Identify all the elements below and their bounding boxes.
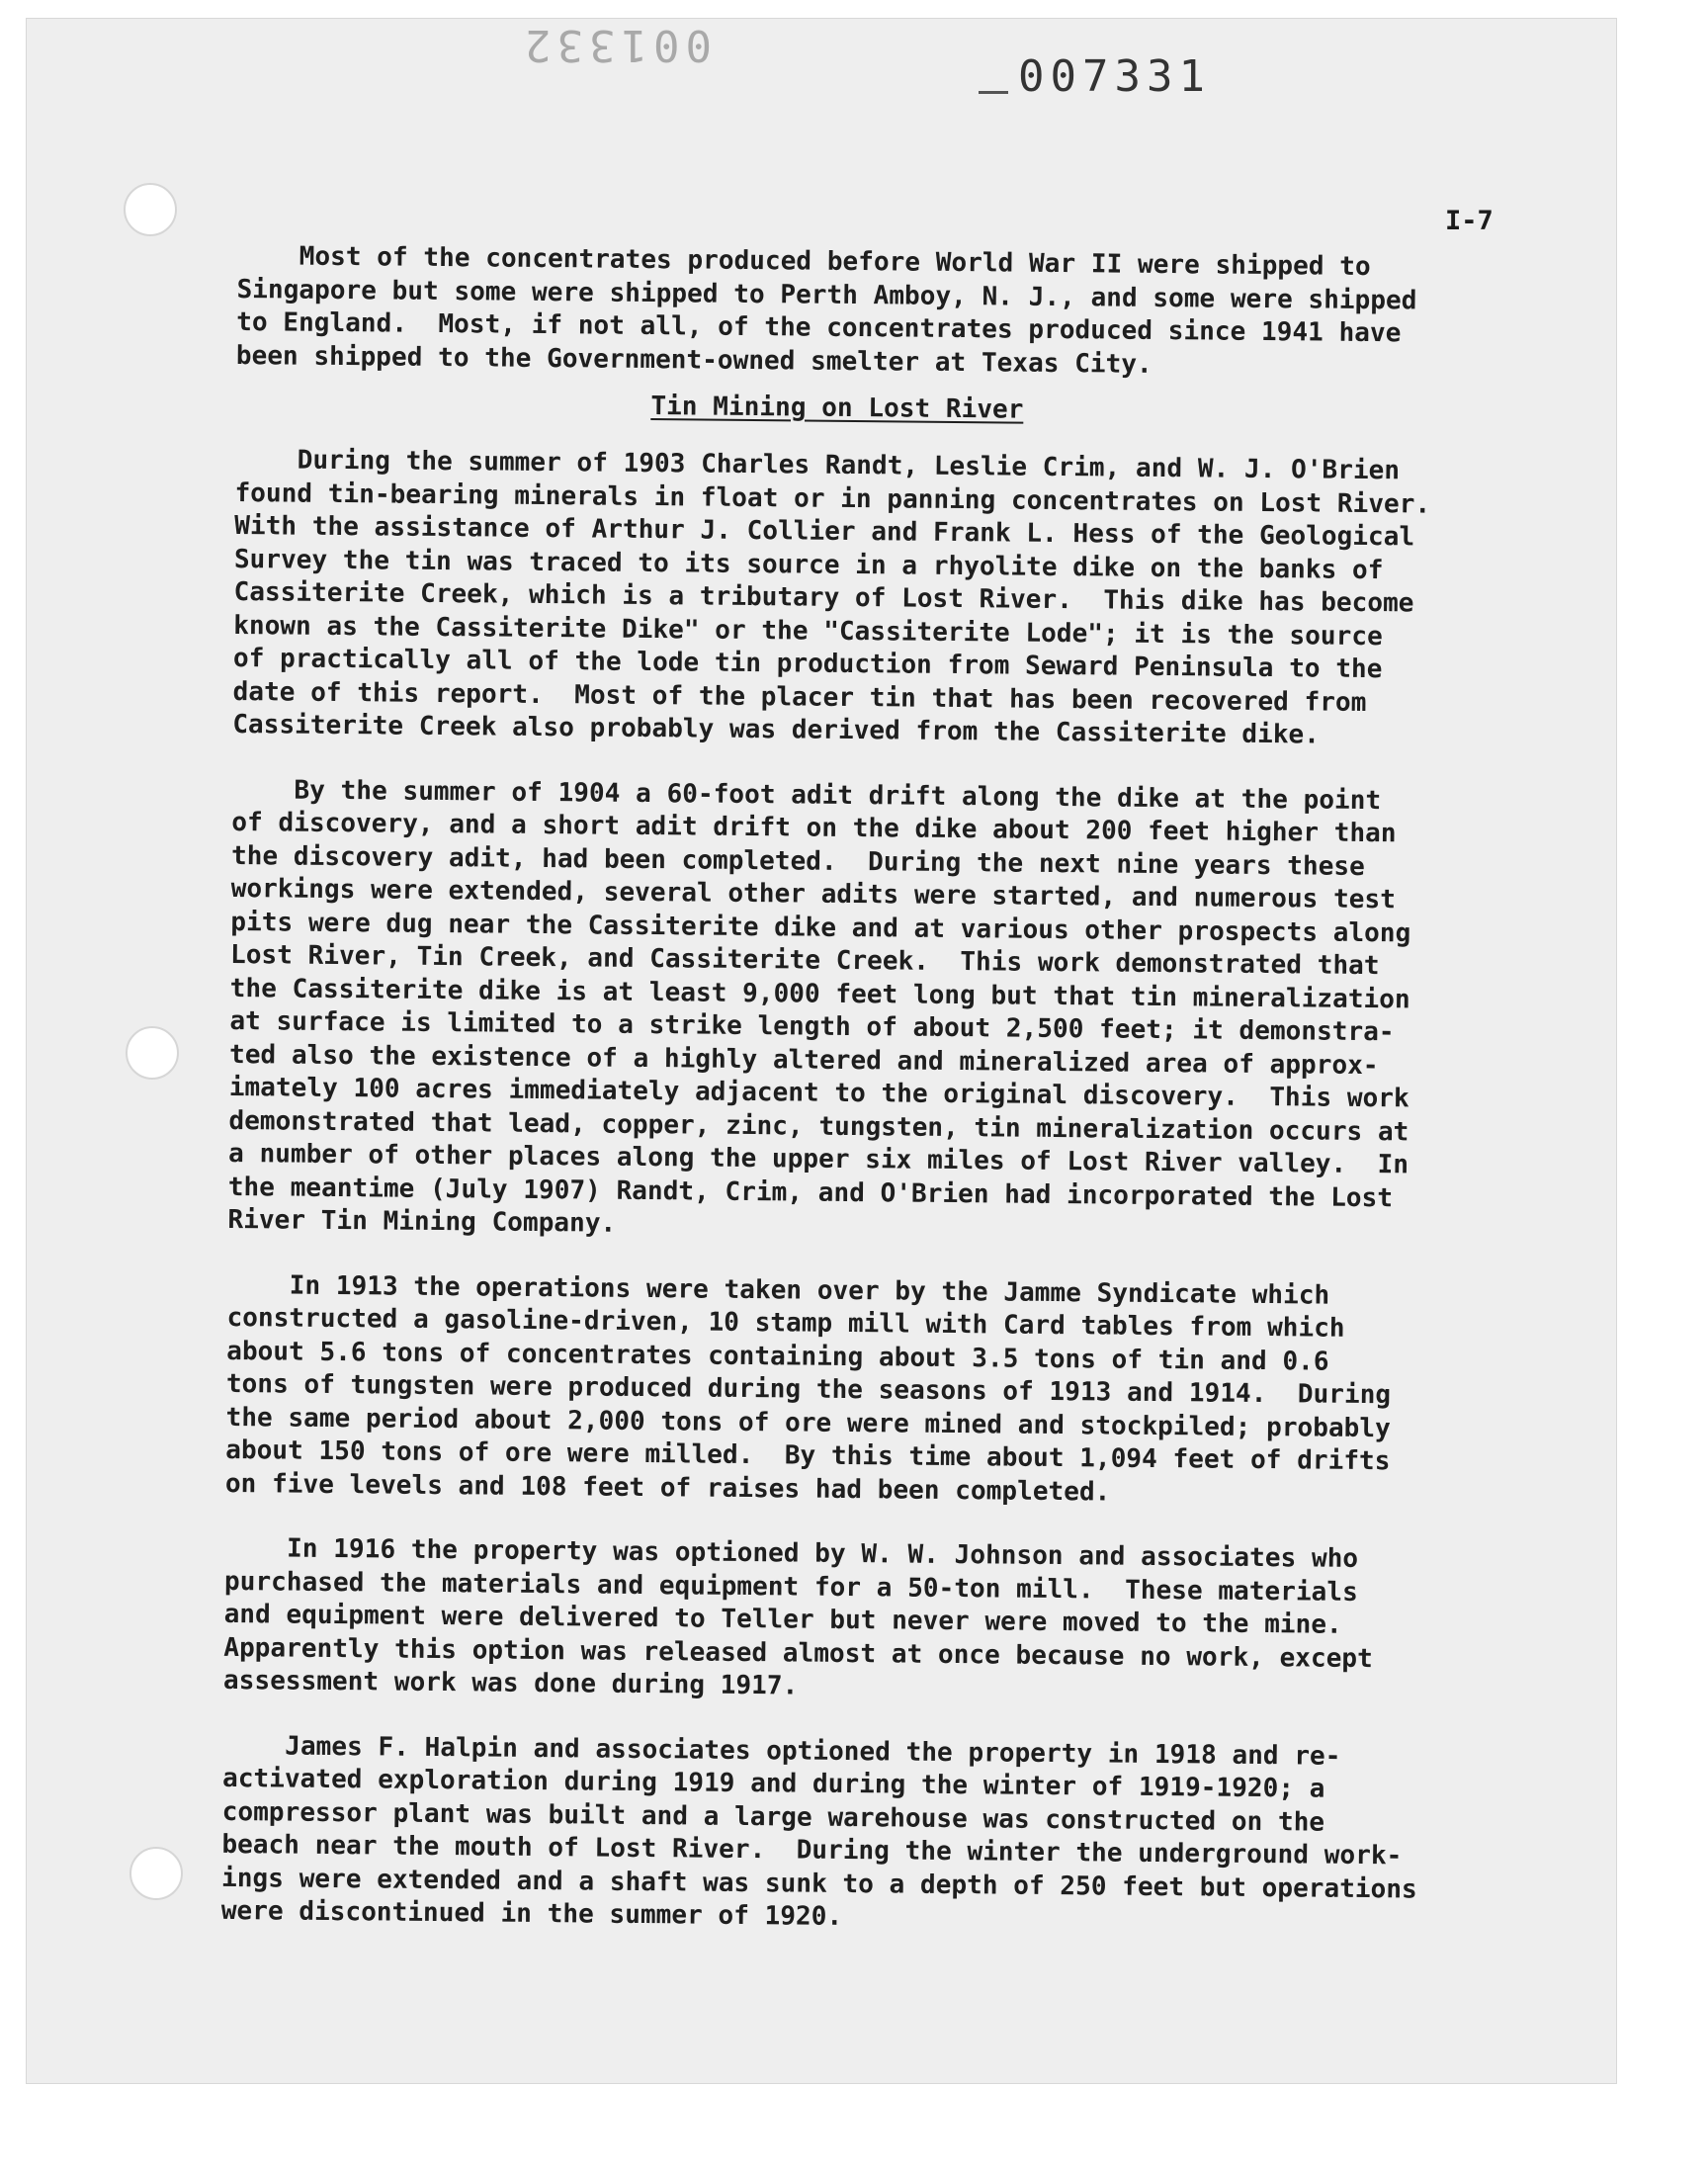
text-line: of discovery, and a short adit drift on the dike about 200 feet higher than (231, 807, 1397, 849)
paragraph-halpin-option (221, 1729, 1523, 1941)
text-line: and equipment were delivered to Teller but never were moved to the mine. (223, 1599, 1342, 1640)
page-body (221, 240, 1537, 1941)
text-line: ings were extended and a shaft was sunk to a depth of 250 feet but operations (220, 1863, 1417, 1905)
text-line: the meantime (July 1907) Randt, Crim, and O'Brien had incorporated the Lost (227, 1172, 1394, 1213)
text-line: found tin-bearing minerals in float or in panning concentrates on Lost River. (234, 478, 1431, 520)
text-line: were discontinued in the summer of 1920. (220, 1895, 843, 1932)
paragraph-early-workings (227, 773, 1531, 1250)
text-line: imately 100 acres immediately adjacent to the original discovery. This work (228, 1072, 1409, 1114)
text-line: demonstrated that lead, copper, zinc, tungsten, tin mineralization occurs at (228, 1105, 1409, 1147)
text-line: Singapore but some were shipped to Perth Amboy, N. J., and some were shipped (236, 274, 1417, 315)
text-line: River Tin Mining Company. (227, 1204, 617, 1239)
text-line: purchased the materials and equipment for a 50-ton mill. These materials (223, 1566, 1358, 1608)
paragraph-jamme-syndicate (225, 1268, 1527, 1513)
text-line: Apparently this option was released almost at once because no work, except (223, 1632, 1373, 1674)
bleed-through-stamp-number: 001332 (519, 20, 712, 70)
paragraph-johnson-option (223, 1532, 1525, 1710)
text-line: James F. Halpin and associates optioned the property in 1918 and re- (222, 1730, 1341, 1772)
text-line: During the summer of 1903 Charles Randt, Leslie Crim, and W. J. O'Brien (234, 444, 1401, 486)
text-line: assessment work was done during 1917. (222, 1665, 799, 1701)
paragraph-discovery (232, 444, 1535, 754)
text-line: the same period about 2,000 tons of ore were mined and stockpiled; probably (225, 1402, 1391, 1443)
text-line: been shipped to the Government-owned smelter at Texas City. (235, 340, 1153, 380)
text-line: on five levels and 108 feet of raises had been completed. (224, 1468, 1111, 1508)
punch-hole-middle (126, 1026, 179, 1080)
page-number: I-7 (1445, 206, 1494, 236)
stamp-dash-mark (979, 91, 1008, 94)
text-line: pits were dug near the Cassiterite dike and at various other prospects along (230, 907, 1411, 948)
punch-hole-bottom (129, 1847, 183, 1900)
text-line: compressor plant was built and a large warehouse was constructed on the (221, 1796, 1325, 1838)
text-line: of practically all of the lode tin production from Seward Peninsula to the (232, 643, 1383, 685)
text-line: constructed a gasoline-driven, 10 stamp mill with Card tables from which (226, 1302, 1345, 1344)
text-line: ted also the existence of a highly altered and mineralized area of approx- (228, 1039, 1379, 1081)
text-line: By the summer of 1904 a 60-foot adit drift along the dike at the point (231, 774, 1382, 816)
text-line: Cassiterite Creek also probably was derived from the Cassiterite dike. (232, 709, 1321, 750)
text-line: to England. Most, if not all, of the concentrates produced since 1941 have (236, 306, 1402, 349)
punch-hole-top (124, 183, 177, 236)
text-line: known as the Cassiterite Dike" or the "Cassiterite Lode"; it is the source (233, 610, 1383, 652)
document-stamp-number: 007331 (1018, 51, 1211, 102)
text-line: In 1916 the property was optioned by W. W. Johnson and associates who (224, 1532, 1359, 1574)
text-line: In 1913 the operations were taken over by the Jamme Syndicate which (226, 1269, 1330, 1311)
text-line: about 150 tons of ore were milled. By this time about 1,094 feet of drifts (225, 1435, 1391, 1477)
text-line: date of this report. Most of the placer tin that has been recovered from (232, 676, 1367, 718)
text-line: about 5.6 tons of concentrates containing about 3.5 tons of tin and 0.6 (226, 1336, 1329, 1377)
text-line: activated exploration during 1919 and during the winter of 1919-1920; a (221, 1763, 1325, 1804)
text-line: Survey the tin was traced to its source in a rhyolite dike on the banks of (233, 544, 1384, 585)
text-line: tons of tungsten were produced during the seasons of 1913 and 1914. During (225, 1368, 1392, 1411)
text-line: the discovery adit, had been completed. During the next nine years these (230, 840, 1365, 882)
text-line: Cassiterite Creek, which is a tributary of Lost River. This dike has become (233, 576, 1414, 619)
text-line: With the assistance of Arthur J. Collier and Frank L. Hess of the Geological (234, 510, 1415, 553)
text-line: at surface is limited to a strike length of about 2,500 feet; it demonstra- (229, 1005, 1395, 1048)
text-line: Most of the concentrates produced before World War II were shipped to (236, 240, 1371, 283)
text-line: the Cassiterite dike is at least 9,000 feet long but that tin mineralization (229, 973, 1410, 1014)
section-heading: Tin Mining on Lost River (650, 392, 1024, 425)
text-line: Lost River, Tin Creek, and Cassiterite Creek. This work demonstrated that (229, 939, 1380, 982)
text-line: a number of other places along the upper six miles of Lost River valley. In (227, 1138, 1409, 1180)
text-line: beach near the mouth of Lost River. During the winter the underground work- (221, 1829, 1403, 1871)
intro-paragraph (236, 240, 1537, 386)
text-line: workings were extended, several other adits were started, and numerous test (230, 873, 1397, 915)
